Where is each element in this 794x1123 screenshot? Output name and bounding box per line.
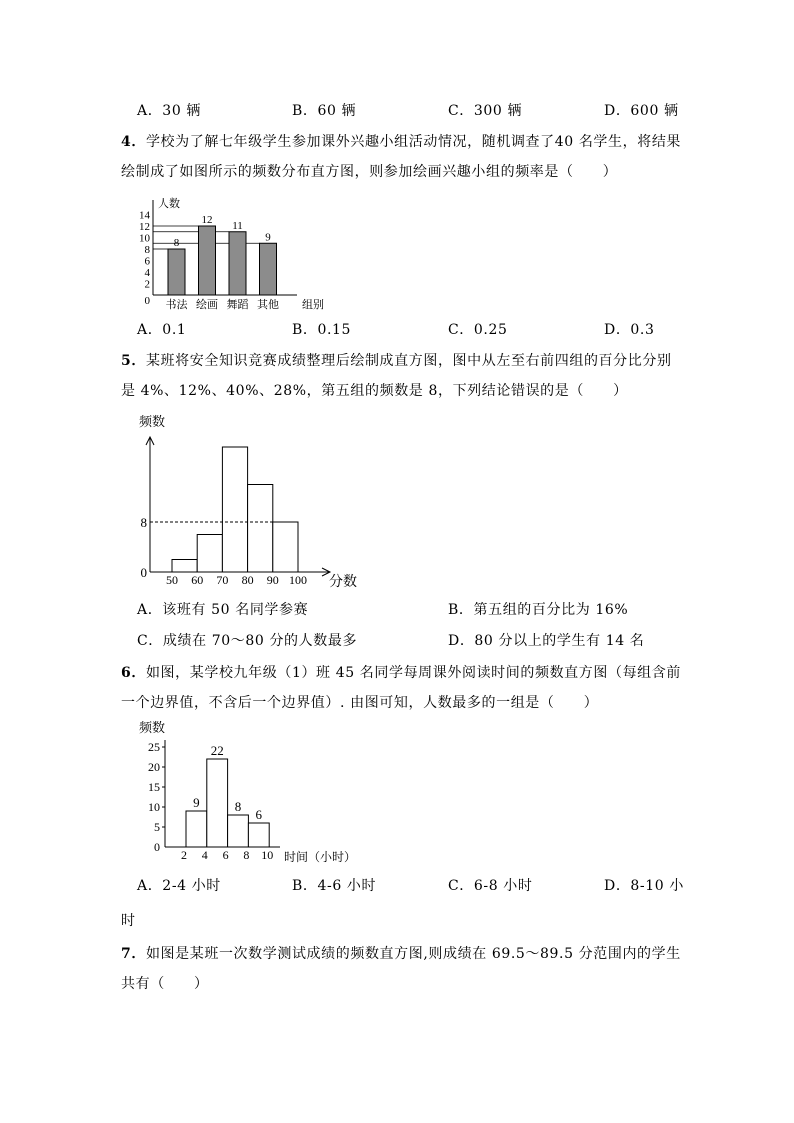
x-tick-label: 6 [222,848,229,862]
q4-option-d: D．0.3 [604,322,655,338]
x-tick-label: 8 [243,848,250,862]
category-label: 舞蹈 [226,299,249,311]
y-tick-label: 6 [144,255,150,268]
y-tick-label: 12 [139,221,150,233]
bar-value-label: 8 [234,799,242,814]
q3-option-b: B．60 辆 [292,103,357,119]
x-tick-label: 60 [191,573,204,587]
x-axis-title: 时间（小时） [284,850,357,864]
q4-number: 4． [121,134,146,150]
q6-text-line1: 如图，某学校九年级（1）班 45 名同学每周课外阅读时间的频数直方图（每组含前 [145,665,681,681]
q6-option-a: A．2-4 小时 [137,878,221,894]
q7-stem-line1 [121,946,681,962]
q4-text-line1: 学校为了解七年级学生参加课外兴趣小组活动情况，随机调查了40 名学生，将结果 [145,134,682,150]
x-tick-label: 4 [201,848,208,862]
q4-stem-line1 [121,134,681,150]
category-label: 书法 [165,299,188,311]
bar-value-label: 9 [193,795,200,810]
q5-option-a: A．该班有 50 名同学参赛 [137,602,309,618]
q7-stem-line2: 共有（ ） [121,976,209,992]
x-tick-label: 10 [261,848,274,862]
q6-stem-line2: 一个边界值，不含后一个边界值）. 由图可知，人数最多的一组是（ ） [121,695,599,711]
chart-score-histogram [130,410,370,590]
histogram-bar [248,485,273,573]
q6-stem-line1 [121,665,681,681]
bar [168,249,185,295]
y-axis-title: 频数 [138,414,166,429]
q3-option-d: D．600 辆 [604,103,679,119]
y-tick-label: 2 [144,278,150,291]
chart-reading-time-histogram [135,718,370,868]
q7-text-line1: 如图是某班一次数学测试成绩的频数直方图,则成绩在 69.5～89.5 分范围内的学生 [145,946,681,962]
histogram-bar [248,823,269,847]
q5-number: 5． [121,353,146,369]
y-tick-label: 10 [148,800,160,814]
q5-option-c: C．成绩在 70～80 分的人数最多 [137,633,358,649]
q5-stem-line1 [121,353,672,369]
bar-value-label: 8 [173,237,180,249]
q3-option-c: C．300 辆 [448,103,523,119]
chart-interest-groups [125,192,340,314]
y-tick-label: 8 [140,515,147,530]
q3-option-a: A．30 辆 [137,103,201,119]
y-axis-title: 频数 [138,720,166,735]
q5-text-line1: 某班将安全知识竞赛成绩整理后绘制成直方图，图中从左至右前四组的百分比分别 [145,353,672,369]
category-label: 绘画 [196,299,218,311]
q6-option-b: B．4-6 小时 [292,878,377,894]
q4-option-a: A．0.1 [137,322,187,338]
y-tick-label: 25 [148,740,160,754]
bar-value-label: 11 [232,219,243,232]
histogram-bar [273,522,298,572]
histogram-bar [172,560,197,573]
y-tick-label: 0 [154,840,160,854]
y-tick-label: 20 [148,760,160,774]
histogram-bar [197,535,222,573]
x-axis-title: 组别 [302,299,324,311]
bar-value-label: 9 [265,231,271,244]
y-tick-label: 14 [139,209,150,222]
y-tick-label: 15 [148,780,160,794]
q6-option-d-wrap: 时 [121,913,136,929]
q6-option-c: C．6-8 小时 [448,878,533,894]
y-tick-label: 0 [140,565,147,580]
category-label: 其他 [257,299,279,311]
q5-option-b: B．第五组的百分比为 16% [448,602,629,618]
q6-number: 6． [121,665,146,681]
q6-option-d: D．8-10 小 [604,878,684,894]
y-tick-label: 10 [139,232,150,245]
q4-stem-line2: 绘制成了如图所示的频数分布直方图，则参加绘画兴趣小组的频率是（ ） [121,164,618,180]
q4-option-b: B．0.15 [292,322,352,338]
x-tick-label: 80 [241,573,254,587]
q5-stem-line2: 是 4%、12%、40%、28%，第五组的频数是 8，下列结论错误的是（ ） [121,383,628,399]
x-tick-label: 50 [166,573,178,587]
q7-number: 7． [121,946,146,962]
histogram-bar [186,811,207,847]
histogram-bar [222,447,247,572]
x-tick-label: 90 [266,573,279,587]
bar-value-label: 12 [201,214,213,226]
y-axis-title: 人数 [158,198,180,210]
bar [199,226,216,295]
bar [260,243,277,295]
y-tick-label: 5 [154,820,160,834]
y-tick-label: 0 [144,295,150,307]
histogram-bar [207,759,228,847]
q4-option-c: C．0.25 [448,322,508,338]
x-tick-label: 2 [181,848,187,862]
bar [229,232,246,295]
q5-option-d: D．80 分以上的学生有 14 名 [448,633,645,649]
histogram-bar [228,815,249,847]
bar-value-label: 6 [255,807,263,822]
x-tick-label: 70 [216,573,229,587]
y-tick-label: 4 [144,267,150,279]
x-tick-label: 100 [289,573,307,587]
y-tick-label: 8 [144,244,150,256]
bar-value-label: 22 [210,743,224,758]
x-axis-title: 分数 [329,575,357,590]
